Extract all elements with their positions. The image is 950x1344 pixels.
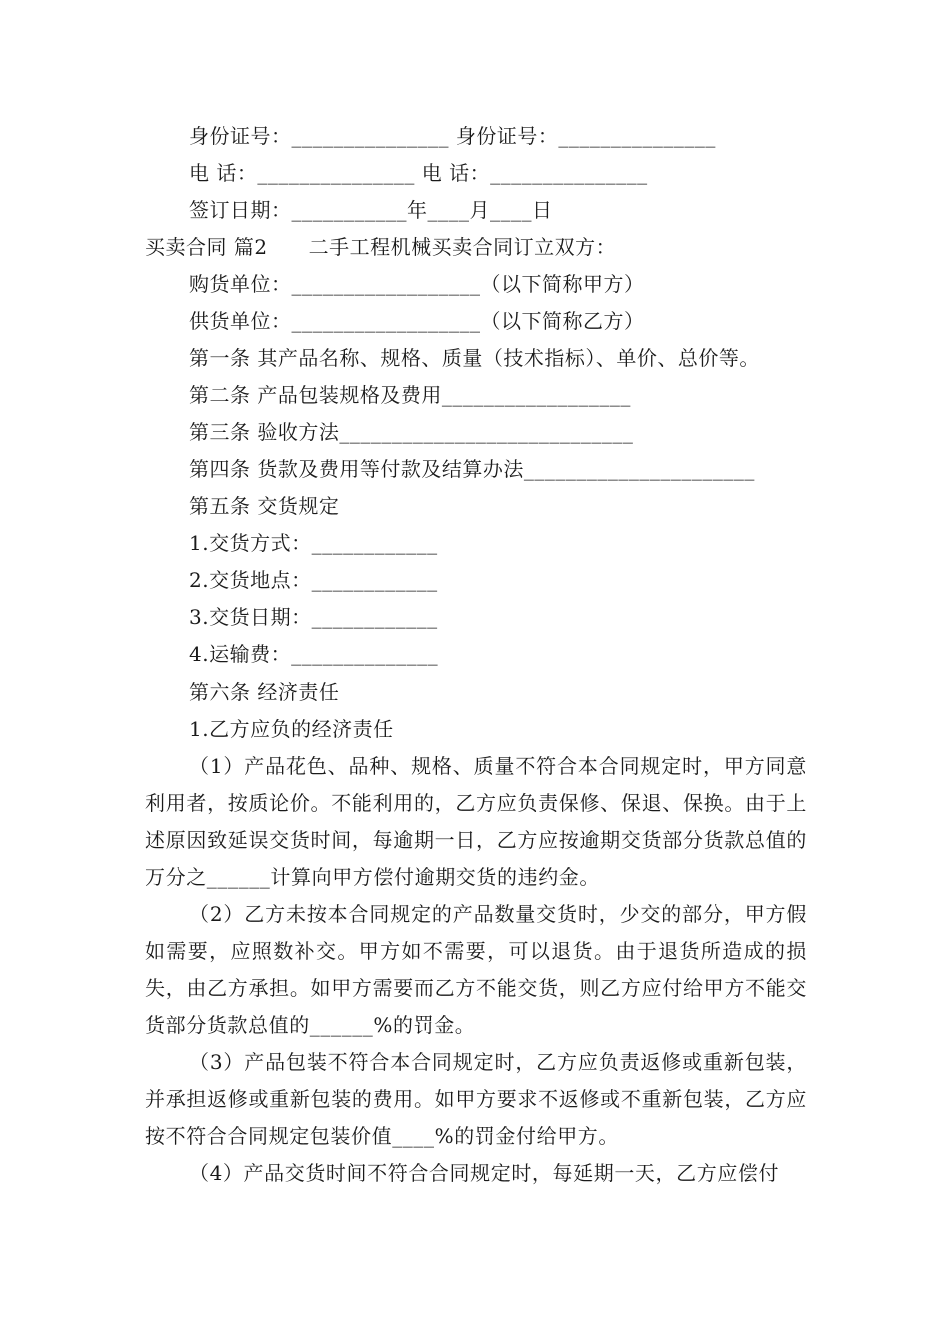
buyer-line: 购货单位：__________________（以下简称甲方）	[189, 272, 645, 296]
phone-line: 电 话：_______________ 电 话：_______________	[189, 161, 648, 185]
article-4: 第四条 货款及费用等付款及结算办法______________________	[189, 457, 755, 481]
contract-heading: 买卖合同 篇2 二手工程机械买卖合同订立双方：	[145, 235, 617, 259]
delivery-method: 1.交货方式：____________	[189, 531, 438, 555]
article-2: 第二条 产品包装规格及费用__________________	[189, 383, 631, 407]
supplier-line: 供货单位：__________________（以下简称乙方）	[189, 309, 645, 333]
delivery-location: 2.交货地点：____________	[189, 568, 438, 592]
clause-3-paragraph: （3）产品包装不符合本合同规定时，乙方应负责返修或重新包装，并承担返修或重新包装的费用。如甲方要求不返修或不重新包装，乙方应按不符合合同规定包装价值____%的罚金付给甲方。	[145, 1050, 807, 1148]
clause-4-paragraph: （4）产品交货时间不符合合同规定时，每延期一天，乙方应偿付	[189, 1161, 780, 1185]
article-3: 第三条 验收方法____________________________	[189, 420, 634, 444]
clause-2-paragraph: （2）乙方未按本合同规定的产品数量交货时，少交的部分，甲方假如需要，应照数补交。甲方如不需要，可以退货。由于退货所造成的损失，由乙方承担。如甲方需要而乙方不能交货，则乙方应付给甲方不能交货部分货款总值的______%的罚金。	[145, 902, 807, 1037]
article-6: 第六条 经济责任	[189, 680, 340, 704]
id-number-line: 身份证号：_______________ 身份证号：_______________	[189, 124, 716, 148]
article-1: 第一条 其产品名称、规格、质量（技术指标）、单价、总价等。	[189, 346, 760, 370]
article-5: 第五条 交货规定	[189, 494, 340, 518]
party-b-liability-heading: 1.乙方应负的经济责任	[189, 717, 394, 741]
transport-fee: 4.运输费：______________	[189, 642, 439, 666]
signing-date-line: 签订日期：___________年____月____日	[189, 198, 553, 222]
delivery-date: 3.交货日期：____________	[189, 605, 438, 629]
clause-1-paragraph: （1）产品花色、品种、规格、质量不符合本合同规定时，甲方同意利用者，按质论价。不能利用的，乙方应负责保修、保退、保换。由于上述原因致延误交货时间，每逾期一日，乙方应按逾期交货部分货款总值的万分之______计算向甲方偿付逾期交货的违约金。	[145, 754, 807, 889]
